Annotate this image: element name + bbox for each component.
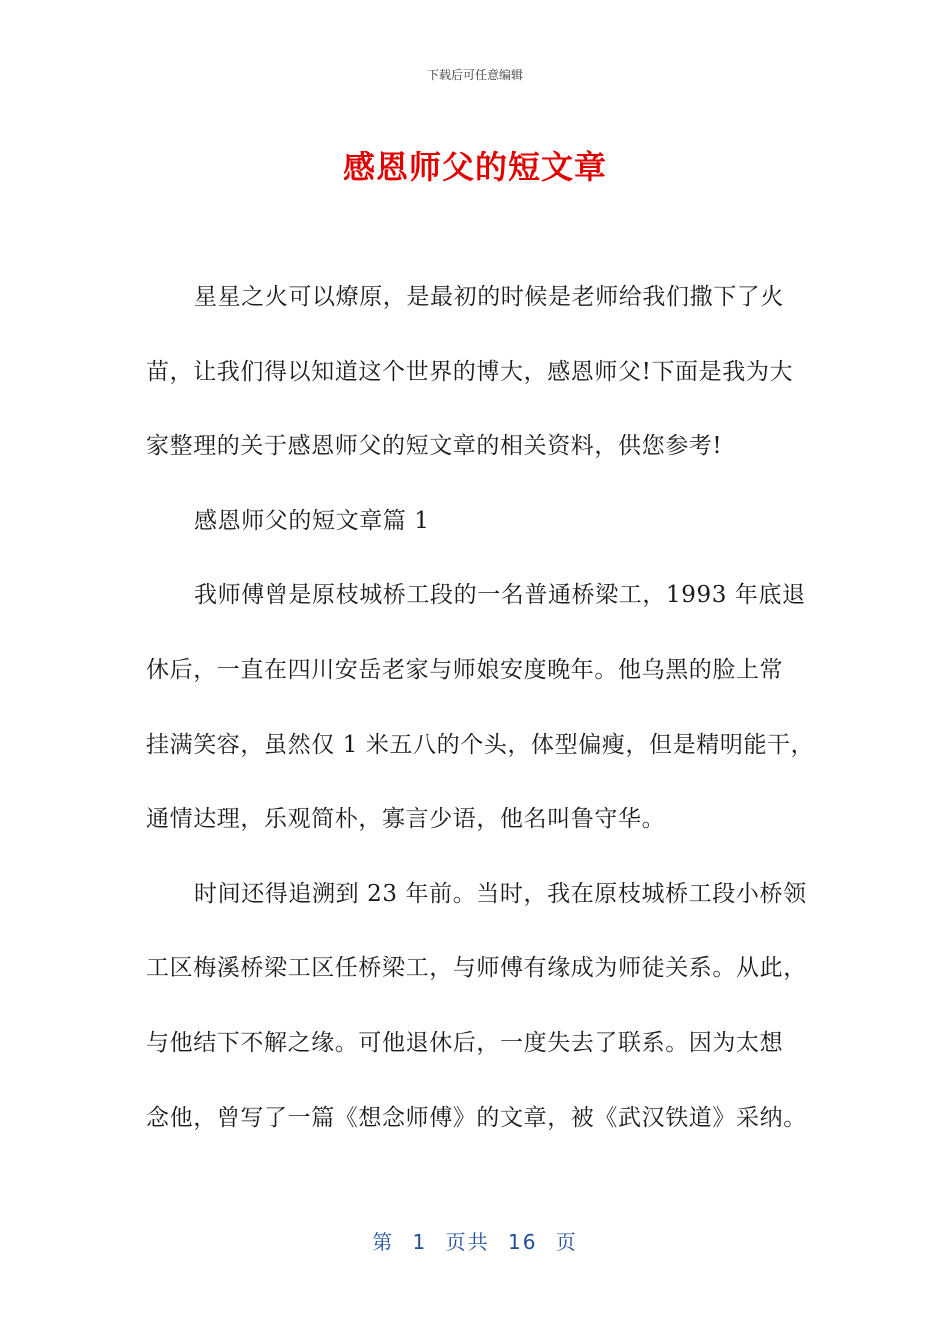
text-line: 家整理的关于感恩师父的短文章的相关资料，供您参考! — [146, 433, 723, 460]
text-line: 星星之火可以燎原，是最初的时候是老师给我们撒下了火 — [194, 284, 784, 310]
document-title: 感恩师父的短文章 — [342, 148, 607, 186]
text-line: 通情达理，乐观简朴，寡言少语，他名叫鲁守华。 — [146, 806, 666, 833]
text-line: 苗，让我们得以知道这个世界的博大，感恩师父!下面是我为大 — [146, 358, 794, 385]
text-line: 与他结下不解之缘。可他退休后，一度失去了联系。因为太想 — [146, 1029, 784, 1056]
text-line: 时间还得追溯到 23 年前。当时，我在原枝城桥工段小桥领 — [194, 880, 807, 907]
text-line: 念他，曾写了一篇《想念师傅》的文章，被《武汉铁道》采纳。 — [146, 1104, 807, 1131]
text-line: 我师傅曾是原枝城桥工段的一名普通桥梁工，1993 年底退 — [194, 582, 806, 609]
text-line: 工区梅溪桥梁工区任桥梁工，与师傅有缘成为师徒关系。从此， — [146, 955, 807, 982]
header-note: 下载后可任意编辑 — [426, 68, 523, 82]
text-line: 休后，一直在四川安岳老家与师娘安度晚年。他乌黑的脸上常 — [146, 656, 784, 683]
text-line: 感恩师父的短文章篇 1 — [194, 507, 430, 534]
page-footer: 第 1 页共 16 页 — [372, 1230, 578, 1254]
text-line: 挂满笑容，虽然仅 1 米五八的个头，体型偏瘦，但是精明能干， — [146, 731, 815, 758]
article-body — [146, 272, 815, 1167]
